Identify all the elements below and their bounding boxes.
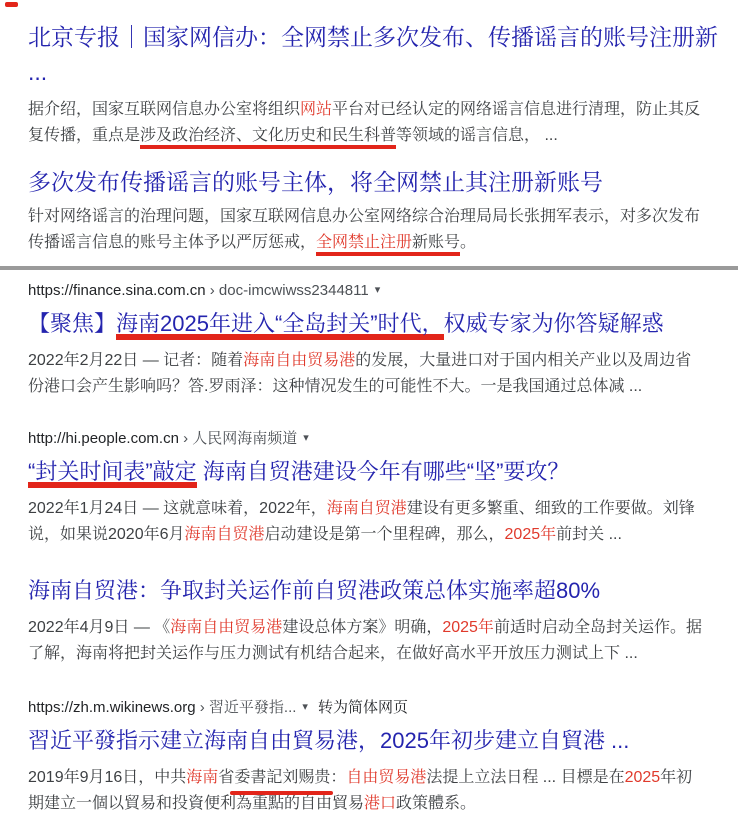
red-underline-annotation: 海南2025年进入“全岛封关”时代，: [116, 311, 444, 340]
result-snippet-text: 省委書記刘赐贵：: [218, 768, 347, 786]
result-title-text: 習近平發指示建立海南自由貿易港，2025年初步建立自貿港 ...: [28, 727, 630, 753]
keyword-highlight: 海南自贸港: [326, 499, 407, 517]
keyword-highlight: 2025: [624, 768, 661, 786]
dropdown-arrow-icon[interactable]: ▾: [303, 431, 309, 444]
result-breadcrumb: › doc-imcwiwss2344811: [209, 281, 369, 299]
search-result-5: [28, 574, 724, 667]
search-result-3: [28, 280, 724, 400]
result-snippet-text: 法提上立法日程 ... 目標是在: [426, 768, 625, 786]
result-snippet-text: 年初期建立一個以貿易和投資便利為重點的自由貿易: [28, 768, 693, 812]
result-url[interactable]: [28, 428, 724, 449]
result-snippet-text: 前封关 ...: [556, 525, 622, 543]
keyword-highlight: 自由贸易港: [346, 768, 427, 786]
result-url[interactable]: [28, 697, 724, 718]
result-title-text: 北京专报｜国家网信办：全网禁止多次发布、传播谣言的账号注册新: [28, 24, 718, 50]
keyword-highlight: 海南自由贸易港: [243, 351, 356, 369]
result-title-link[interactable]: [28, 165, 724, 200]
result-snippet-text: 建设总体方案》明确，: [282, 618, 443, 636]
result-snippet-date: 2019年9月16日，中共: [28, 768, 187, 786]
red-underline-annotation: [316, 234, 460, 256]
result-snippet-text: 据介绍，国家互联网信息办公室将组织: [28, 101, 301, 118]
result-snippet: [28, 615, 706, 667]
result-snippet: [28, 496, 706, 548]
result-snippet: [28, 204, 706, 256]
result-snippet-text: 政策體系。: [396, 794, 477, 812]
result-snippet: [28, 97, 706, 149]
result-snippet-text: 平台对已经认定的网络谣言信息进行清理，防止其反复传播，重点是: [28, 101, 701, 144]
search-result-1: [28, 20, 724, 149]
result-snippet: [28, 765, 706, 817]
result-title-text: 多次发布传播谣言的账号主体，将全网禁止其注册新账号: [28, 169, 603, 195]
result-snippet-text: 新账号: [412, 233, 461, 251]
keyword-highlight: 海南自贸港: [184, 525, 265, 543]
result-snippet-date: 2022年4月9日 — 《: [28, 618, 171, 636]
result-snippet-text: 启动建设是第一个里程碑，那么，: [264, 525, 505, 543]
result-title-link[interactable]: [28, 455, 724, 488]
red-underline-annotation: 涉及政治经济、文化历史和民生科普: [140, 127, 396, 149]
result-title-ellipsis: ...: [28, 58, 48, 85]
red-annotation-bottom-mark: [230, 791, 333, 795]
search-result-4: [28, 428, 724, 548]
result-snippet-text: 。: [460, 233, 477, 251]
result-url-text: https://zh.m.wikinews.org: [28, 698, 196, 716]
keyword-highlight: 网站: [300, 101, 333, 118]
dropdown-arrow-icon[interactable]: ▾: [374, 283, 381, 296]
result-breadcrumb: › 人民网海南频道: [183, 429, 298, 447]
result-snippet-text: 等领域的谣言信息， ...: [396, 127, 558, 144]
result-url-text: http://hi.people.com.cn: [28, 429, 179, 447]
result-title-text: 海南自贸港：争取封关运作前自贸港政策总体实施率超80%: [28, 577, 601, 603]
result-snippet-text: 针对网络谣言的治理问题，国家互联网信息办公室网络综合治理局局长张拥军表示，对多次发布传播谣言信息的账号主体予以严厉惩戒，: [28, 207, 701, 251]
keyword-highlight: 港口: [364, 794, 397, 812]
keyword-highlight: 2025年: [504, 525, 557, 543]
result-snippet-date: 2022年2月22日 — 记者：随着: [28, 351, 244, 369]
result-title-link[interactable]: [28, 307, 724, 340]
result-title-link[interactable]: [28, 574, 724, 607]
result-title-link[interactable]: [28, 20, 724, 89]
result-snippet-text: 建设有更多繁重、细致的工作要做。刘锋说，如果说2020年6月: [28, 499, 695, 543]
dropdown-arrow-icon[interactable]: ▾: [302, 700, 308, 713]
keyword-highlight: 海南自由贸易港: [170, 618, 283, 636]
result-snippet-date: 2022年1月24日 — 这就意味着，2022年，: [28, 499, 327, 517]
result-snippet-text: 前适时启动全岛封关运作。据了解，海南将把封关运作与压力测试有机结合起来，在做好高水平开放压力测试上下 ...: [28, 618, 702, 662]
result-snippet-text: 的发展，大量进口对于国内相关产业以及周边省份港口会产生影响吗？答.罗雨泽：这种情况发生的可能性不大。一是我国通过总体减 ...: [28, 351, 692, 395]
result-title-text: 【聚焦】: [28, 310, 117, 336]
result-title-link[interactable]: [28, 724, 724, 757]
red-underline-annotation: “封关时间表”敲定: [28, 459, 197, 488]
convert-to-simplified-link[interactable]: 转为简体网页: [317, 698, 408, 716]
keyword-highlight: 2025年: [442, 618, 494, 636]
red-annotation-top-mark: [5, 2, 18, 7]
keyword-highlight: 全网禁止注册: [316, 233, 413, 251]
search-result-6: [28, 697, 724, 817]
result-title-text: 权威专家为你答疑解惑: [443, 310, 664, 336]
result-url-text: https://finance.sina.com.cn: [28, 281, 206, 299]
search-result-2: [28, 165, 724, 256]
result-snippet: [28, 348, 706, 400]
keyword-highlight: 海南: [186, 768, 219, 786]
result-title-text: 海南自贸港建设今年有哪些“坚”要攻？: [196, 458, 570, 484]
result-breadcrumb: › 習近平發指...: [199, 698, 297, 716]
result-url[interactable]: [28, 280, 724, 301]
section-divider: [0, 266, 738, 270]
